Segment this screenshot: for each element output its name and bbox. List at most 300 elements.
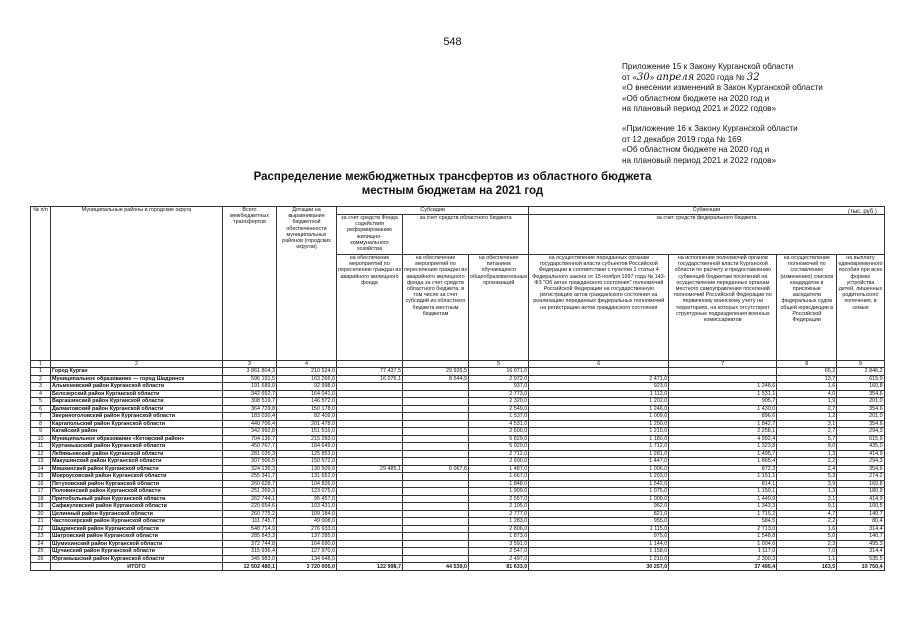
amount-cell: 615,9 — [837, 435, 884, 443]
amount-cell: 342 652,7 — [223, 390, 277, 398]
header-c4: на осуществление переданных органам государственной власти субъектов Российской Федерации в соответствии с пунктом 1 статьи 4 Федерального закона от 15 ноября 1997 года № 143-ФЗ "Об актах гражданского состояния" полномочий Российской Федерации на государственную регистрацию актов гражданского состояния на реализацию переданных федеральных полномочий на регистрацию актов гражданского состояния — [529, 255, 669, 361]
amount-cell — [337, 555, 403, 563]
header-c3: на обеспечение питанием обучающихся общеобразовательных организаций — [469, 255, 529, 361]
amount-cell — [403, 548, 469, 556]
amount-cell: 2 547,0 — [469, 548, 529, 556]
table-row — [31, 413, 885, 421]
municipality-name: Юргамышский район Курганской области — [51, 555, 223, 563]
municipality-name: Муниципальное образование «Кетовский район» — [51, 435, 223, 443]
total-row — [31, 563, 885, 571]
amount-cell: 7,0 — [777, 548, 837, 556]
row-number: 3 — [31, 383, 51, 391]
amount-cell: 150 572,0 — [277, 458, 337, 466]
amount-cell: 150 178,0 — [277, 405, 337, 413]
title-line2: местным бюджетам на 2021 год — [361, 185, 544, 197]
col-number: 4 — [277, 361, 337, 368]
amount-cell: 1 712,0 — [529, 443, 669, 451]
amount-cell: 260 775,2 — [223, 510, 277, 518]
appendix-new-header — [622, 62, 823, 115]
amount-cell: 5,0 — [777, 533, 837, 541]
total-cell: 122 998,7 — [337, 563, 403, 571]
amount-cell: 1 440,9 — [669, 495, 777, 503]
amount-cell: 1 004,6 — [669, 540, 777, 548]
amount-cell: 1 430,0 — [669, 405, 777, 413]
amount-cell: 183 030,4 — [223, 413, 277, 421]
appendix-new-line4: «Об областном бюджете на 2020 год и — [622, 93, 770, 103]
table-row — [31, 368, 885, 376]
amount-cell: 905,7 — [669, 398, 777, 406]
amount-cell: 180,9 — [837, 488, 884, 496]
amount-cell: 2 712,0 — [469, 450, 529, 458]
header-sub-fund: за счет средств Фонда содействия реформированию жилищно-коммунального хозяйства — [337, 215, 403, 255]
amount-cell: 281 035,3 — [223, 450, 277, 458]
amount-cell: 92 998,0 — [277, 383, 337, 391]
amount-cell: 1 112,0 — [529, 390, 669, 398]
amount-cell: 814,1 — [669, 480, 777, 488]
amount-cell: 1 202,0 — [529, 398, 669, 406]
amount-cell: 435,0 — [837, 443, 884, 451]
row-number: 2 — [31, 375, 51, 383]
total-cell: 30 257,0 — [529, 563, 669, 571]
amount-cell: 584,5 — [669, 518, 777, 526]
amount-cell: 896,6 — [669, 413, 777, 421]
amount-cell: 1 865,4 — [669, 458, 777, 466]
row-number: 22 — [31, 525, 51, 533]
municipality-name: Шадринский район Курганской области — [51, 525, 223, 533]
municipality-name: Лебяжьевский район Курганской области — [51, 450, 223, 458]
amount-cell — [403, 488, 469, 496]
amount-cell — [403, 413, 469, 421]
table-row — [31, 533, 885, 541]
amount-cell: 1 548,8 — [669, 533, 777, 541]
amount-cell: 29 926,5 — [403, 368, 469, 376]
amount-cell: 2 972,0 — [469, 375, 529, 383]
amount-cell: 5 020,0 — [469, 443, 529, 451]
amount-cell: 131 652,0 — [277, 473, 337, 481]
amount-cell — [403, 383, 469, 391]
header-sub-regional: за счет средств областного бюджета — [403, 215, 529, 255]
amount-cell: 1 909,0 — [469, 488, 529, 496]
appendix-old-line2: от 12 декабря 2019 года № 169 — [622, 134, 742, 144]
table-row — [31, 495, 885, 503]
amount-cell: 1 281,0 — [529, 450, 669, 458]
amount-cell: 127 970,0 — [277, 548, 337, 556]
amount-cell — [403, 503, 469, 511]
amount-cell: 3 591,0 — [469, 540, 529, 548]
header-subsidies: Субсидии — [337, 207, 529, 215]
amount-cell: 962,0 — [529, 503, 669, 511]
amount-cell: 2 777,0 — [469, 510, 529, 518]
amount-cell: 100,5 — [837, 503, 884, 511]
amount-cell: 1 006,0 — [529, 465, 669, 473]
amount-cell: 1,3 — [777, 450, 837, 458]
municipality-name: Частоозерский район Курганской области — [51, 518, 223, 526]
table-row — [31, 465, 885, 473]
amount-cell: 1 180,0 — [529, 435, 669, 443]
row-number: 9 — [31, 428, 51, 436]
handwritten-day: 30 — [636, 71, 650, 83]
amount-cell: 596 191,5 — [223, 375, 277, 383]
amount-cell: 2,7 — [777, 405, 837, 413]
amount-cell: 5,7 — [777, 435, 837, 443]
amount-cell — [403, 420, 469, 428]
amount-cell: 4 531,0 — [469, 420, 529, 428]
row-number: 14 — [31, 465, 51, 473]
table-row — [31, 548, 885, 556]
amount-cell: 1,6 — [777, 383, 837, 391]
table-row — [31, 398, 885, 406]
municipality-name: Шумихинский район Курганской области — [51, 540, 223, 548]
amount-cell — [337, 495, 403, 503]
units-label: (тыс. руб.) — [848, 209, 877, 215]
amount-cell: 450 767,7 — [223, 443, 277, 451]
municipality-name: Петуховский район Курганской области — [51, 480, 223, 488]
amount-cell: 354,6 — [837, 405, 884, 413]
table-row — [31, 443, 885, 451]
amount-cell: 2 549,0 — [469, 405, 529, 413]
amount-cell — [403, 443, 469, 451]
row-number: 6 — [31, 405, 51, 413]
amount-cell — [337, 525, 403, 533]
appendix-old-line4: на плановый период 2021 и 2022 годов» — [622, 155, 777, 165]
header-name: Муниципальные районы и городские округа — [51, 207, 223, 361]
amount-cell: 16 076,1 — [337, 375, 403, 383]
amount-cell: 414,9 — [837, 495, 884, 503]
amount-cell: 111 745,7 — [223, 518, 277, 526]
amount-cell: 276 933,0 — [277, 525, 337, 533]
header-sv-federal: за счет средств федерального бюджета — [529, 215, 884, 255]
amount-cell: 324 136,3 — [223, 465, 277, 473]
municipality-name: Целинный район Курганской области — [51, 510, 223, 518]
amount-cell: 440 706,4 — [223, 420, 277, 428]
amount-cell — [337, 548, 403, 556]
amount-cell: 140,7 — [837, 510, 884, 518]
appendix-new-line1: Приложение 15 к Закону Курганской области — [622, 62, 794, 71]
header-c1: на обеспечение мероприятий по переселению граждан из аварийного жилищного фонда — [337, 255, 403, 361]
table-row — [31, 458, 885, 466]
appendix-new-line3: «О внесении изменений в Закон Курганской области — [622, 83, 823, 93]
amount-cell — [669, 368, 777, 376]
amount-cell: 4,0 — [777, 390, 837, 398]
total-cell: 37 495,4 — [669, 563, 777, 571]
amount-cell: 1 542,0 — [529, 480, 669, 488]
header-dotations: Дотации на выравнивание бюджетной обеспеченности муниципальных районов (городских округов) — [277, 207, 337, 361]
amount-cell: 5 829,0 — [469, 435, 529, 443]
column-number-row — [31, 361, 885, 368]
table-row — [31, 518, 885, 526]
row-number: 24 — [31, 540, 51, 548]
amount-cell — [337, 488, 403, 496]
amount-cell: 1 343,3 — [669, 503, 777, 511]
appendix-new-line5: на плановый период 2021 и 2022 годов» — [622, 104, 777, 114]
amount-cell: 164 690,0 — [277, 540, 337, 548]
amount-cell: 201 478,0 — [277, 420, 337, 428]
amount-cell: 3,1 — [777, 495, 837, 503]
amount-cell: 937,0 — [469, 383, 529, 391]
amount-cell: 49 008,0 — [277, 518, 337, 526]
amount-cell: 220 654,6 — [223, 503, 277, 511]
municipality-name: Притобольный район Курганской области — [51, 495, 223, 503]
municipality-name: Макушинский район Курганской области — [51, 458, 223, 466]
amount-cell: 345 983,0 — [223, 555, 277, 563]
amount-cell: 1 715,2 — [669, 510, 777, 518]
amount-cell: 354,6 — [837, 465, 884, 473]
amount-cell: 77 437,5 — [337, 368, 403, 376]
amount-cell: 160,8 — [837, 480, 884, 488]
table-row — [31, 525, 885, 533]
amount-cell — [337, 473, 403, 481]
amount-cell: 294,3 — [837, 428, 884, 436]
amount-cell — [403, 533, 469, 541]
amount-cell: 704 136,7 — [223, 435, 277, 443]
amount-cell — [337, 420, 403, 428]
amount-cell: 201,0 — [837, 398, 884, 406]
amount-cell: 251 269,3 — [223, 488, 277, 496]
amount-cell: 2 320,0 — [469, 398, 529, 406]
amount-cell: 2 258,1 — [669, 428, 777, 436]
amount-cell: 314,4 — [837, 548, 884, 556]
header-total: Всего межбюджетных трансфертов — [223, 207, 277, 361]
municipality-name: Половинский район Курганской области — [51, 488, 223, 496]
amount-cell: 13,7 — [777, 375, 837, 383]
amount-cell — [403, 390, 469, 398]
amount-cell: 372 744,8 — [223, 540, 277, 548]
col-number: 2 — [51, 361, 223, 368]
amount-cell: 1 667,0 — [469, 473, 529, 481]
row-number: 7 — [31, 413, 51, 421]
amount-cell: 164 041,0 — [277, 390, 337, 398]
amount-cell — [403, 555, 469, 563]
amount-cell: 1 842,7 — [669, 420, 777, 428]
amount-cell: 134 648,0 — [277, 555, 337, 563]
row-number: 23 — [31, 533, 51, 541]
amount-cell: 2,2 — [777, 458, 837, 466]
amount-cell: 2 600,0 — [469, 458, 529, 466]
amount-cell: 1 144,0 — [529, 540, 669, 548]
amount-cell: 615,9 — [837, 375, 884, 383]
amount-cell: 923,0 — [529, 383, 669, 391]
amount-cell: 104 826,0 — [277, 480, 337, 488]
amount-cell — [337, 480, 403, 488]
amount-cell: 125 853,0 — [277, 450, 337, 458]
header-subventions: Субвенции — [529, 207, 884, 215]
amount-cell: 4 992,4 — [669, 435, 777, 443]
amount-cell: 255 341,7 — [223, 473, 277, 481]
amount-cell: 1 283,0 — [469, 518, 529, 526]
amount-cell: 95 457,0 — [277, 495, 337, 503]
amount-cell: 151 516,0 — [277, 428, 337, 436]
amount-cell: 354,6 — [837, 420, 884, 428]
amount-cell — [337, 398, 403, 406]
municipality-name: Сафакулевский район Курганской области — [51, 503, 223, 511]
municipality-name: Звериноголовский район Курганской области — [51, 413, 223, 421]
amount-cell — [337, 413, 403, 421]
row-number: 21 — [31, 518, 51, 526]
transfers-table — [30, 206, 885, 571]
amount-cell: 1 009,0 — [529, 413, 669, 421]
row-number: 8 — [31, 420, 51, 428]
col-number: 3 — [223, 361, 277, 368]
amount-cell: 1 210,0 — [529, 555, 669, 563]
municipality-name: Город Курган — [51, 368, 223, 376]
amount-cell: 5,3 — [777, 473, 837, 481]
amount-cell: 163 266,0 — [277, 375, 337, 383]
amount-cell: 285 843,3 — [223, 533, 277, 541]
total-cell: 44 539,0 — [403, 563, 469, 571]
document-title — [0, 170, 905, 198]
header-num: № п/п — [31, 207, 51, 361]
row-number: 12 — [31, 450, 51, 458]
amount-cell — [337, 383, 403, 391]
amount-cell — [337, 503, 403, 511]
amount-cell: 9,1 — [777, 503, 837, 511]
total-cell: 81 633,0 — [469, 563, 529, 571]
amount-cell: 8 544,9 — [403, 375, 469, 383]
title-line1: Распределение межбюджетных трансфертов из областного бюджета — [253, 171, 652, 183]
table-row — [31, 480, 885, 488]
amount-cell: 1 873,0 — [469, 533, 529, 541]
amount-cell — [403, 525, 469, 533]
amount-cell: 160,8 — [837, 383, 884, 391]
table-header — [31, 207, 885, 368]
amount-cell: 955,0 — [529, 518, 669, 526]
amount-cell: 260 628,7 — [223, 480, 277, 488]
row-number: 26 — [31, 555, 51, 563]
amount-cell: 103 431,0 — [277, 503, 337, 511]
table-row — [31, 428, 885, 436]
amount-cell: 414,9 — [837, 450, 884, 458]
total-cell: 3 720 005,0 — [277, 563, 337, 571]
amount-cell: 1 537,0 — [469, 413, 529, 421]
amount-cell: 137 285,0 — [277, 533, 337, 541]
table-row — [31, 540, 885, 548]
municipality-name: Мокроусовский район Курганской области — [51, 473, 223, 481]
amount-cell — [337, 428, 403, 436]
amount-cell: 1,9 — [777, 398, 837, 406]
appendix-new-line2: от «30» апреля 2020 года № 32 — [622, 71, 760, 83]
row-number: 17 — [31, 488, 51, 496]
row-number: 25 — [31, 548, 51, 556]
amount-cell: 1 848,0 — [469, 480, 529, 488]
amount-cell: 1 075,0 — [529, 488, 669, 496]
amount-cell — [403, 435, 469, 443]
row-number: 20 — [31, 510, 51, 518]
amount-cell: 495,3 — [837, 540, 884, 548]
amount-cell: 2 806,0 — [469, 525, 529, 533]
amount-cell: 2,3 — [777, 540, 837, 548]
amount-cell: 184 649,0 — [277, 443, 337, 451]
amount-cell — [337, 435, 403, 443]
amount-cell: 1 447,0 — [529, 458, 669, 466]
municipality-name: Катайский район — [51, 428, 223, 436]
amount-cell: 2 471,0 — [529, 375, 669, 383]
amount-cell: 342 992,8 — [223, 428, 277, 436]
row-number: 16 — [31, 480, 51, 488]
amount-cell: 82 409,0 — [277, 413, 337, 421]
header-c7: на выплату единовременного пособия при всех формах устройства детей, лишенных родительского попечения, в семью — [837, 255, 884, 361]
amount-cell: 1 210,0 — [529, 428, 669, 436]
amount-cell: 2 846,2 — [837, 368, 884, 376]
municipality-name: Шатровский район Курганской области — [51, 533, 223, 541]
amount-cell: 274,2 — [837, 473, 884, 481]
col-number: 9 — [837, 361, 884, 368]
amount-cell — [403, 458, 469, 466]
total-label: ИТОГО — [51, 563, 223, 571]
amount-cell — [403, 540, 469, 548]
amount-cell: 2,2 — [777, 518, 837, 526]
amount-cell: 3,1 — [777, 420, 837, 428]
amount-cell: 1 009,0 — [529, 495, 669, 503]
amount-cell: 3,9 — [777, 480, 837, 488]
amount-cell: 2 105,0 — [469, 503, 529, 511]
amount-cell — [403, 480, 469, 488]
municipality-name: Каргапольский район Курганской области — [51, 420, 223, 428]
appendix-old-header — [622, 124, 798, 166]
amount-cell: 548 714,9 — [223, 525, 277, 533]
amount-cell: 1 117,0 — [669, 548, 777, 556]
amount-cell — [403, 518, 469, 526]
amount-cell: 1 495,7 — [669, 450, 777, 458]
col-number — [337, 361, 403, 368]
municipality-name: Альменевский район Курганской области — [51, 383, 223, 391]
amount-cell: 1,3 — [777, 488, 837, 496]
amount-cell — [669, 375, 777, 383]
amount-cell: 315 936,4 — [223, 548, 277, 556]
col-number: 1 — [31, 361, 51, 368]
amount-cell — [529, 368, 669, 376]
amount-cell: 109 184,0 — [277, 510, 337, 518]
amount-cell: 1 203,0 — [529, 473, 669, 481]
amount-cell: 872,3 — [669, 465, 777, 473]
amount-cell: 1,6 — [777, 525, 837, 533]
amount-cell: 1,2 — [777, 413, 837, 421]
table-row — [31, 375, 885, 383]
amount-cell — [403, 405, 469, 413]
col-number: 7 — [669, 361, 777, 368]
amount-cell — [337, 458, 403, 466]
row-number: 15 — [31, 473, 51, 481]
amount-cell: 535,5 — [837, 555, 884, 563]
amount-cell: 123 075,0 — [277, 488, 337, 496]
amount-cell: 1 531,1 — [669, 390, 777, 398]
amount-cell: 2,4 — [777, 465, 837, 473]
total-cell: 12 502 480,1 — [223, 563, 277, 571]
table-body — [31, 368, 885, 563]
amount-cell: 1 150,1 — [669, 488, 777, 496]
col-number: 5 — [469, 361, 529, 368]
amount-cell: 80,4 — [837, 518, 884, 526]
amount-cell: 1,1 — [777, 555, 837, 563]
header-c6: на осуществление полномочий по составлению (изменению) списков кандидатов в присяжные заседатели федеральных судов общей юрисдикции в Российской Федерации — [777, 255, 837, 361]
appendix-old-line1: «Приложение 16 к Закону Курганской области — [622, 124, 798, 133]
amount-cell: 2 497,0 — [469, 555, 529, 563]
amount-cell: 2 557,0 — [469, 495, 529, 503]
amount-cell: 210 524,0 — [277, 368, 337, 376]
amount-cell: 975,0 — [529, 533, 669, 541]
amount-cell: 140,7 — [837, 533, 884, 541]
amount-cell: 201,0 — [837, 413, 884, 421]
row-number: 11 — [31, 443, 51, 451]
amount-cell: 314,4 — [837, 525, 884, 533]
page-number: 548 — [443, 36, 462, 48]
total-cell: 163,5 — [777, 563, 837, 571]
amount-cell: 191 689,0 — [223, 383, 277, 391]
appendix-old-line3: «Об областном бюджете на 2020 год и — [622, 145, 770, 155]
municipality-name: Щучанский район Курганской области — [51, 548, 223, 556]
amount-cell: 2,7 — [777, 428, 837, 436]
amount-cell — [337, 510, 403, 518]
amount-cell: 1 158,0 — [529, 548, 669, 556]
